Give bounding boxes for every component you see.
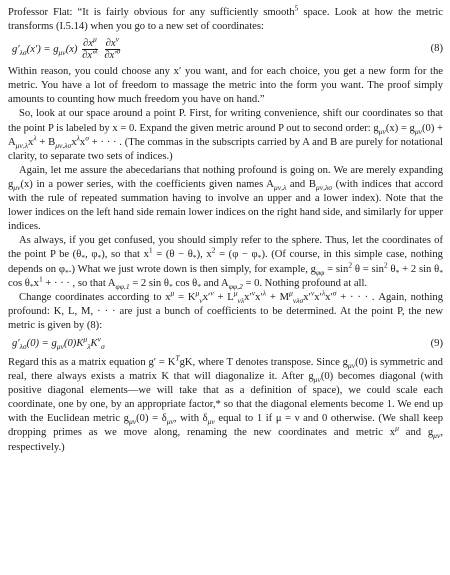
- paragraph-2: Within reason, you could choose any x′ you want, and for each choice, you get a new form for the metric. You have a lot of freedom to massage the metric into the form you want. The proof simply amounts to counting how much freedom you have on hand.”: [8, 66, 443, 106]
- equation-8: [8, 35, 443, 63]
- paragraph-3: So, look at our space around a point P. First, for writing convenience, shift our coordinates so that the point P is labeled by x = 0. Expand the given metric around P out to second order: $g_{\mu\nu}(x) = g_{\mu\nu}(0) + A_{\mu\nu,\lambda}x^\lambda + B_{\mu\nu,\lambda\sigma}x^\lambda x^\sigma$ + · · · . (The commas in the subscripts carried by A and B are purely for notational clarity, to separate two sets of indices.): [8, 108, 443, 162]
- equation-9: [8, 334, 443, 354]
- equation-8-formula: $g'_{\lambda\sigma}(x') = g_{\mu\nu}(x)$ $\frac{\partial x^\mu}{\partial x'^\lambda}$ $\frac{\partial x^\nu}{\partial x'^\sigma}$: [12, 34, 121, 61]
- paragraph-5: As always, if you get confused, you should simply refer to the sphere. Thus, let the coordinates of the point P be ($\theta_*$, $\varphi_*$), so that $x^1 = (\theta - \theta_*)$, $x^2 = (\varphi - \varphi_*)$. (Of course, in this simple case, nothing depends on $\varphi_*$.) What we just wrote down is then simply, for example, $g_{\varphi\varphi} = \sin^2 \theta = \sin^2 \theta_* + 2$ $\sin \theta_*$ $\cos \theta_*x^1$ + · · · , so that $A_{\varphi\varphi,1} = 2$ $\sin \theta_*$ $\cos \theta_*$ and $A_{\varphi\varphi,2} = 0$. Nothing profound at all.: [8, 235, 444, 291]
- paragraph-1: Professor Flat: “It is fairly obvious for any sufficiently smooth$^5$ space. Look at how the metric transforms (I.5.14) when you go to a new set of coordinates:: [8, 3, 444, 33]
- equation-8-number: (8): [430, 43, 443, 55]
- paragraph-6: Change coordinates according to $x^\mu = K^\mu_\nu x'^\nu + L^\mu_{\nu\lambda}x'^\nu x'^\lambda + M^\mu_{\nu\lambda\sigma}x'^\nu x'^\lambda x'^\sigma$ + · · · . Again, nothing profound: K, L, M, · · · are just a bunch of coefficients to be determined. At the point P, the new metric is given by (8):: [8, 288, 443, 331]
- paragraph-4: Again, let me assure the abecedarians that nothing profound is going on. We are merely expanding $g_{\mu\nu}(x)$ in a power series, with the coefficients given names $A_{\mu\nu,\lambda}$ and $B_{\mu\nu,\lambda\sigma}$ (with indices that accord with the rule of repeated summation having to involve an upper and a lower index). Note that the lower indices on the left hand side remain lower indices on the right hand side, and similarly for upper indices.: [8, 164, 443, 233]
- equation-9-number: (9): [430, 337, 443, 349]
- paragraph-7: Regard this as a matrix equation $g' = K^TgK$, where T denotes transpose. Since $g_{\mu\nu}(0)$ is symmetric and real, there always exists a matrix K that will diagonalize it. After $g_{\mu\nu}(0)$ becomes diagonal (with positive diagonal elements—we will take that as a definition of space), we could scale each coordinate, one by one, by an appropriate factor,* so that the diagonal elements become 1. We end up with the Euclidean metric $g_{\mu\nu}(0) = \delta_{\mu\nu}$, with $\delta_{\mu\nu}$ equal to 1 if μ = ν and 0 otherwise. (We shall keep dropping primes as we move along, renaming the new coordinates and metric $x^\mu$ and $g_{\mu\nu}$, respectively.): [8, 353, 444, 453]
- equation-9-formula: $g'_{\lambda\sigma}(0) = g_{\mu\nu}(0)K^\mu_\lambda K^\nu_\sigma$: [12, 334, 105, 352]
